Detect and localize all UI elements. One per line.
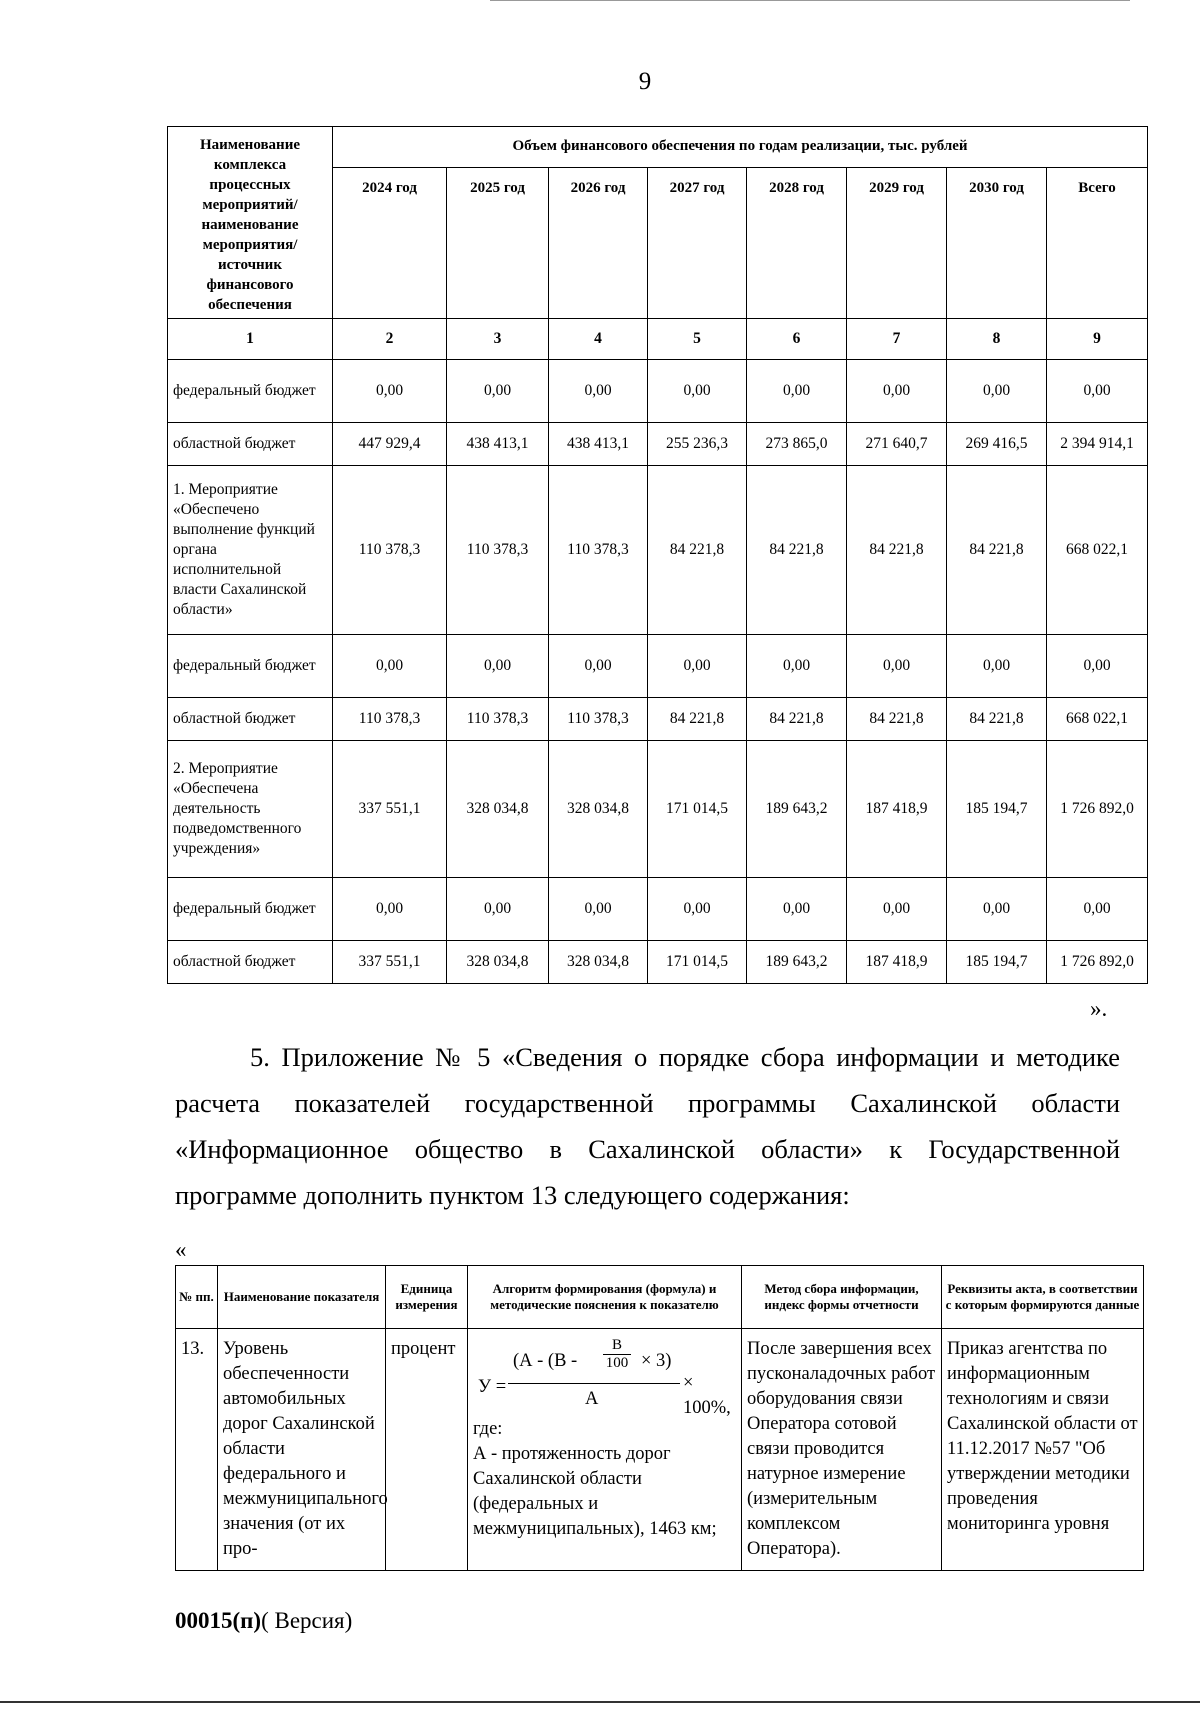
row-value: 269 416,5: [947, 423, 1047, 466]
financing-row: [168, 360, 1148, 423]
row-value: 0,00: [447, 360, 549, 423]
row-value: 0,00: [447, 635, 549, 698]
row-value: 328 034,8: [447, 941, 549, 984]
row-value: 0,00: [947, 360, 1047, 423]
row-name: федеральный бюджет: [168, 360, 333, 423]
row-value: 273 865,0: [747, 423, 847, 466]
row-value: 0,00: [648, 878, 747, 941]
row-value: 187 418,9: [847, 741, 947, 878]
financing-row: [168, 941, 1148, 984]
formula-lhs: У =: [478, 1377, 507, 1397]
column-number: 6: [747, 319, 847, 360]
document-code: 00015(п): [175, 1608, 262, 1633]
formula-inner-fraction: [603, 1337, 631, 1372]
row-value: 438 413,1: [447, 423, 549, 466]
row-value: 185 194,7: [947, 941, 1047, 984]
row-value: 0,00: [648, 635, 747, 698]
row-name: федеральный бюджет: [168, 878, 333, 941]
indicator-name: Уровень обеспеченности автомобильных дорог Сахалинской области федерального и межмуниципального значения (от их про-: [218, 1329, 386, 1571]
collection-method: После завершения всех пусконаладочных работ оборудования связи Оператора сотовой связи проводится натурное измерение (измерительным комплексом Оператора).: [742, 1329, 942, 1571]
row-value: 668 022,1: [1047, 698, 1148, 741]
row-value: 110 378,3: [333, 698, 447, 741]
version-label: ( Версия): [261, 1608, 353, 1633]
row-value: 84 221,8: [648, 466, 747, 635]
row-value: 84 221,8: [847, 466, 947, 635]
row-value: 0,00: [747, 635, 847, 698]
column-number: 5: [648, 319, 747, 360]
row-name: областной бюджет: [168, 698, 333, 741]
column-number-row: [168, 319, 1148, 360]
header-unit: Единица измерения: [386, 1266, 468, 1329]
row-value: 0,00: [947, 878, 1047, 941]
indicator-unit: процент: [386, 1329, 468, 1571]
header-algorithm: Алгоритм формирования (формула) и методические пояснения к показателю: [468, 1266, 742, 1329]
row-name: 2. Мероприятие «Обеспечена деятельность подведомственного учреждения»: [168, 741, 333, 878]
column-number: 7: [847, 319, 947, 360]
formula: [473, 1337, 743, 1417]
row-value: 447 929,4: [333, 423, 447, 466]
row-value: 255 236,3: [648, 423, 747, 466]
row-value: 189 643,2: [747, 941, 847, 984]
row-value: 0,00: [847, 878, 947, 941]
row-value: 110 378,3: [447, 698, 549, 741]
row-value: 171 014,5: [648, 741, 747, 878]
formula-inner-denominator: 100: [605, 1355, 629, 1371]
formula-percent: × 100%,: [683, 1373, 731, 1418]
row-value: 438 413,1: [549, 423, 648, 466]
indicator-header-row: [176, 1266, 1144, 1329]
row-value: 0,00: [333, 635, 447, 698]
indicator-table: [175, 1265, 1144, 1571]
row-value: 328 034,8: [549, 741, 648, 878]
year-header: 2030 год: [947, 167, 1047, 318]
financing-row: [168, 741, 1148, 878]
row-value: 0,00: [847, 635, 947, 698]
algorithm-cell: [468, 1329, 742, 1571]
year-header: 2024 год: [333, 167, 447, 318]
bottom-border-line: [0, 1701, 1200, 1703]
paragraph-text: 5. Приложение № 5 «Сведения о порядке сбора информации и методике расчета показателей государственной программы Сахалинской области «Информационное общество в Сахалинской области» к Государственной программе дополнить пунктом 13 следующего содержания:: [175, 1042, 1120, 1210]
row-value: 110 378,3: [549, 466, 648, 635]
row-value: 0,00: [1047, 635, 1148, 698]
row-value: 185 194,7: [947, 741, 1047, 878]
header-group-cell: Объем финансового обеспечения по годам реализации, тыс. рублей: [333, 127, 1148, 168]
row-value: 0,00: [333, 360, 447, 423]
row-value: 84 221,8: [847, 698, 947, 741]
row-value: 2 394 914,1: [1047, 423, 1148, 466]
row-value: 0,00: [549, 635, 648, 698]
row-value: 328 034,8: [447, 741, 549, 878]
row-value: 84 221,8: [947, 698, 1047, 741]
row-name: областной бюджет: [168, 423, 333, 466]
row-value: 0,00: [1047, 360, 1148, 423]
row-value: 171 014,5: [648, 941, 747, 984]
year-header: 2025 год: [447, 167, 549, 318]
row-value: 0,00: [747, 878, 847, 941]
formula-inner-numerator: В: [611, 1337, 622, 1353]
formula-main-bar: [508, 1383, 680, 1384]
formula-numerator: (А - (В -: [513, 1351, 578, 1371]
footer-version: [175, 1608, 352, 1634]
legal-act: Приказ агентства по информационным технологиям и связи Сахалинской области от 11.12.2017 №57 "Об утверждении методики проведения мониторинга уровня: [942, 1329, 1144, 1571]
formula-where: где:: [473, 1419, 503, 1439]
financing-row: [168, 878, 1148, 941]
financing-table: [167, 126, 1148, 984]
row-value: 84 221,8: [648, 698, 747, 741]
year-header: 2029 год: [847, 167, 947, 318]
row-value: 110 378,3: [549, 698, 648, 741]
row-value: 110 378,3: [447, 466, 549, 635]
year-header: 2028 год: [747, 167, 847, 318]
year-header: 2027 год: [648, 167, 747, 318]
closing-quote: ».: [1090, 996, 1108, 1021]
row-number: 13.: [176, 1329, 218, 1571]
column-number: 2: [333, 319, 447, 360]
row-value: 189 643,2: [747, 741, 847, 878]
row-value: 0,00: [333, 878, 447, 941]
row-value: 110 378,3: [333, 466, 447, 635]
row-name: областной бюджет: [168, 941, 333, 984]
column-number: 1: [168, 319, 333, 360]
row-value: 337 551,1: [333, 741, 447, 878]
formula-denominator: А: [585, 1389, 599, 1409]
row-value: 84 221,8: [747, 466, 847, 635]
row-name: федеральный бюджет: [168, 635, 333, 698]
formula-explanation: А - протяженность дорог Сахалинской области (федеральных и межмуниципальных), 1463 км;: [473, 1444, 717, 1539]
financing-row: [168, 466, 1148, 635]
financing-row: [168, 635, 1148, 698]
row-value: 0,00: [549, 360, 648, 423]
page-number: 9: [638, 68, 652, 95]
row-value: 337 551,1: [333, 941, 447, 984]
main-paragraph: [175, 1034, 1120, 1218]
header-number: № пп.: [176, 1266, 218, 1329]
row-value: 0,00: [648, 360, 747, 423]
row-value: 0,00: [549, 878, 648, 941]
column-number: 3: [447, 319, 549, 360]
row-value: 0,00: [747, 360, 847, 423]
column-number: 9: [1047, 319, 1148, 360]
financing-row: [168, 423, 1148, 466]
opening-quote: «: [175, 1237, 187, 1262]
row-value: 271 640,7: [847, 423, 947, 466]
row-value: 328 034,8: [549, 941, 648, 984]
column-number: 4: [549, 319, 648, 360]
row-value: 0,00: [447, 878, 549, 941]
row-value: 0,00: [1047, 878, 1148, 941]
column-number: 8: [947, 319, 1047, 360]
row-value: 0,00: [847, 360, 947, 423]
header-indicator-name: Наименование показателя: [218, 1266, 386, 1329]
row-value: 84 221,8: [947, 466, 1047, 635]
total-header: Всего: [1047, 167, 1148, 318]
row-value: 187 418,9: [847, 941, 947, 984]
row-value: 1 726 892,0: [1047, 741, 1148, 878]
row-name: 1. Мероприятие «Обеспечено выполнение функций органа исполнительной власти Сахалинской области»: [168, 466, 333, 635]
header-act: Реквизиты акта, в соответствии с которым формируются данные: [942, 1266, 1144, 1329]
year-header: 2026 год: [549, 167, 648, 318]
header-name-cell: Наименование комплекса процессных мероприятий/наименование мероприятия/источник финансового обеспечения: [168, 127, 333, 319]
row-value: 668 022,1: [1047, 466, 1148, 635]
indicator-row: [176, 1329, 1144, 1571]
formula-times-three: × 3): [641, 1351, 672, 1371]
row-value: 0,00: [947, 635, 1047, 698]
header-method: Метод сбора информации, индекс формы отчетности: [742, 1266, 942, 1329]
financing-row: [168, 698, 1148, 741]
top-border-line: [490, 0, 1130, 1]
row-value: 84 221,8: [747, 698, 847, 741]
row-value: 1 726 892,0: [1047, 941, 1148, 984]
